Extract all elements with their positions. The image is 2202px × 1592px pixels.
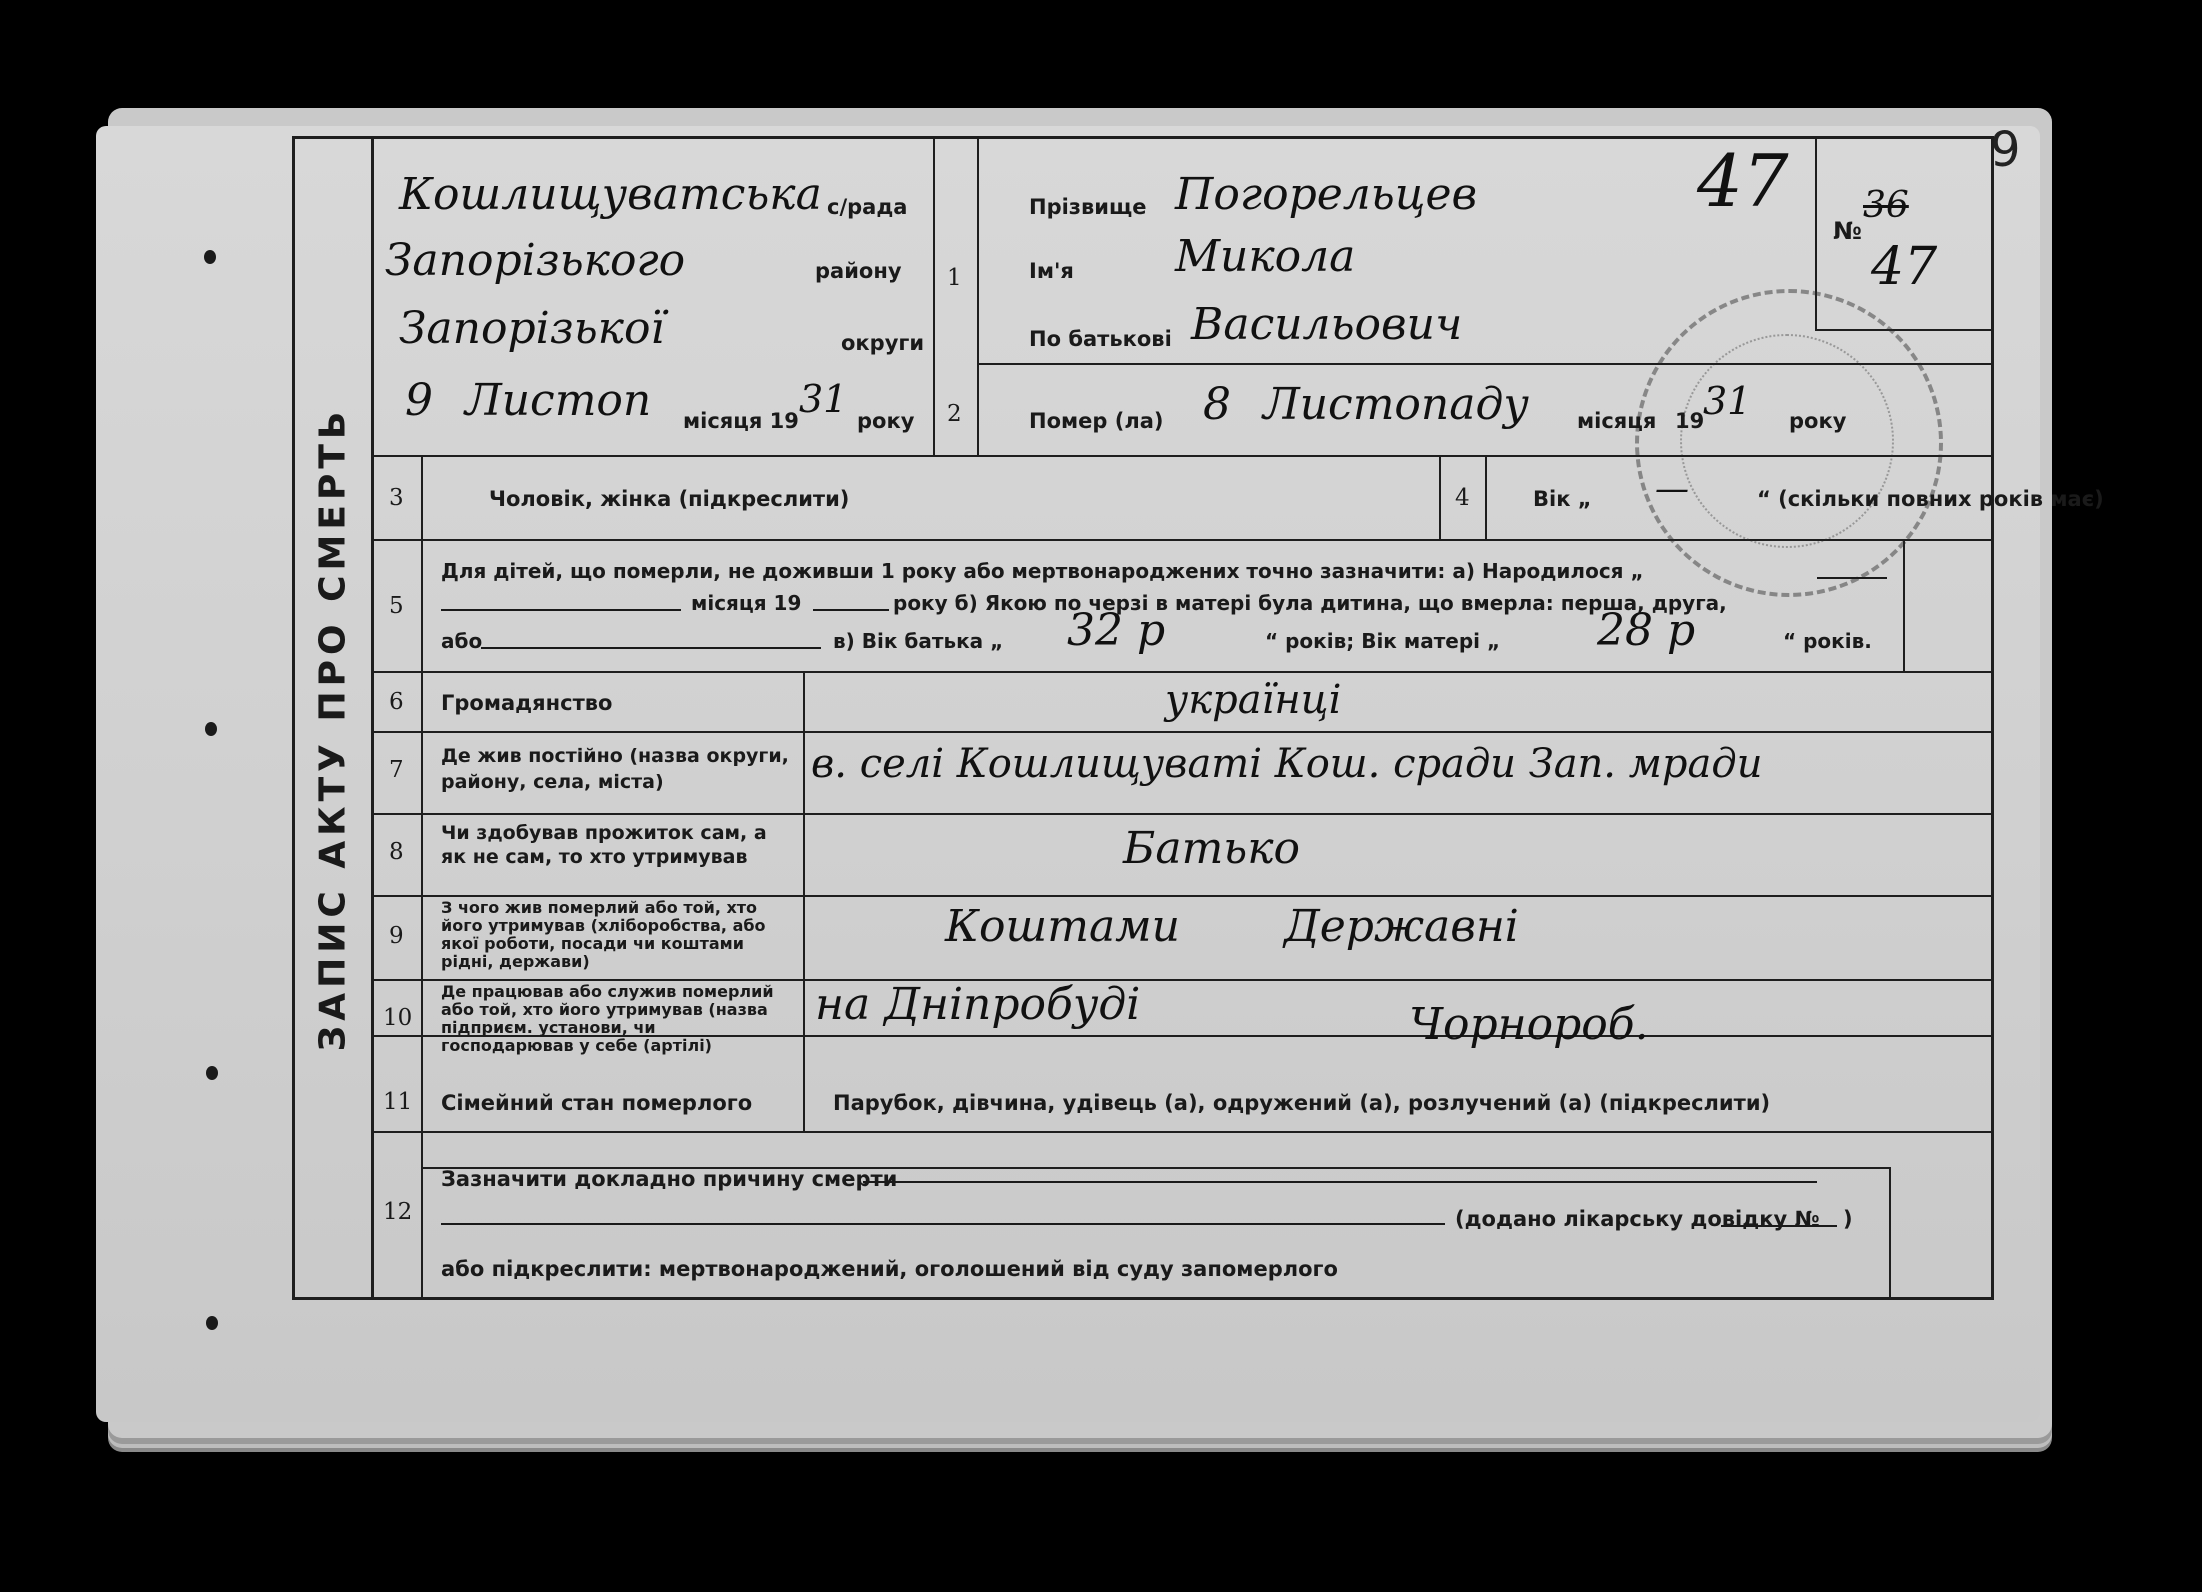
record-number-struck: 36: [1863, 185, 1909, 226]
record-number-handwritten: 47: [1697, 139, 1789, 223]
punch-hole: [204, 250, 216, 264]
grid-line: [1903, 539, 1905, 671]
workplace-handwritten: на Дніпробуді: [815, 979, 1141, 1030]
grid-line: [1485, 455, 1487, 539]
father-age-label: в) Вік батька „: [833, 629, 1004, 653]
grid-line: [371, 1131, 1991, 1133]
age-label: Вік „: [1533, 487, 1592, 511]
marital-status-options: Парубок, дівчина, удівець (а), одружений (а), розлучений (а) (підкреслити): [833, 1091, 1771, 1115]
children-line-2b: року б) Якою по черзі в матері була дитина, що вмерла: перша, друга,: [893, 591, 1727, 615]
row-number: 4: [1455, 485, 1470, 511]
marital-status-label: Сімейний стан померлого: [441, 1091, 753, 1115]
registration-year-label: року: [857, 409, 915, 433]
blank-line: [1817, 577, 1887, 579]
village-council-handwritten: Кошлищуватська: [399, 169, 822, 220]
district-label: району: [815, 259, 902, 283]
grid-line: [1439, 455, 1441, 539]
children-line-1: Для дітей, що померли, не доживши 1 року або мертвонароджених точно зазначити: а) Народилося „: [441, 559, 1644, 583]
registration-month-handwritten: Листоп: [465, 375, 652, 426]
mother-age-suffix: “ років.: [1783, 629, 1872, 653]
row-number: 7: [389, 757, 404, 783]
name-handwritten: Микола: [1175, 231, 1356, 282]
registration-month-label: місяця 19: [683, 409, 799, 433]
district-handwritten: Запорізького: [385, 235, 686, 286]
row-number: 1: [947, 265, 962, 291]
citizenship-handwritten: українці: [1165, 677, 1342, 723]
row-number: 9: [389, 923, 404, 949]
row-number: 10: [383, 1005, 413, 1031]
sidebar: [295, 139, 374, 1297]
grid-line: [1889, 1167, 1891, 1297]
father-age-handwritten: 32 р: [1067, 605, 1166, 656]
okruha-handwritten: Запорізької: [399, 303, 665, 354]
patronymic-label: По батькові: [1029, 327, 1172, 351]
mother-age-label: “ років; Вік матері „: [1265, 629, 1501, 653]
punch-hole: [205, 722, 217, 736]
death-year-handwritten: 31: [1703, 379, 1752, 423]
grid-line: [371, 813, 1991, 815]
death-year-label: року: [1789, 409, 1847, 433]
citizenship-label: Громадянство: [441, 691, 613, 715]
row-number: 12: [383, 1199, 413, 1225]
age-suffix-label: “ (скільки повних років має): [1757, 487, 2104, 511]
village-council-label: с/рада: [827, 195, 908, 219]
blank-line: [481, 647, 821, 649]
surname-handwritten: Погорельцев: [1175, 169, 1478, 220]
workplace-label: Де працював або служив померлий або той, хто його утримував (назва підприєм. установи, чи господарював у себе (артілі): [441, 982, 774, 1055]
death-month-label: місяця: [1577, 409, 1657, 433]
income-source-label: З чого жив померлий або той, хто його утримував (хліборобства, або якої роботи, посади чи коштами рідні, держави): [441, 898, 766, 971]
medical-certificate-close: ): [1843, 1207, 1853, 1231]
blank-line: [441, 1223, 1445, 1225]
registration-day-handwritten: 9: [405, 375, 433, 426]
blank-line: [441, 609, 681, 611]
death-month-handwritten: Листопаду: [1263, 379, 1529, 430]
punch-hole: [206, 1066, 218, 1080]
grid-line: [371, 979, 1991, 981]
livelihood-handwritten: Батько: [1123, 823, 1301, 874]
blank-line: [863, 1181, 1817, 1183]
grid-line: [371, 731, 1991, 733]
residence-handwritten: в. селі Кошлищуваті Кош. сради Зап. мради: [811, 741, 1763, 787]
death-record-form: [292, 136, 2104, 1300]
grid-line: [933, 139, 935, 455]
cause-of-death-label: Зазначити докладно причину смерти: [441, 1167, 898, 1191]
blank-line: [813, 609, 889, 611]
income-source-handwritten: Коштами Державні: [945, 901, 1519, 952]
patronymic-handwritten: Васильович: [1191, 299, 1463, 350]
round-stamp-inner: [1680, 334, 1894, 548]
medical-certificate-label: (додано лікарську довідку №: [1455, 1207, 1820, 1231]
name-label: Ім'я: [1029, 259, 1074, 283]
grid-line: [803, 671, 805, 1131]
registration-year-handwritten: 31: [799, 377, 848, 421]
punch-hole: [206, 1316, 218, 1330]
grid-line: [977, 139, 979, 455]
children-line-3a: або: [441, 629, 483, 653]
surname-label: Прізвище: [1029, 195, 1147, 219]
row-number: 11: [383, 1089, 413, 1115]
livelihood-label: Чи здобував прожиток сам, а як не сам, то хто утримував: [441, 822, 767, 868]
residence-label: Де жив постійно (назва округи, району, села, міста): [441, 745, 789, 793]
blank-line: [1721, 1225, 1837, 1227]
okruha-label: округи: [841, 331, 925, 355]
grid-line: [371, 895, 1991, 897]
occupation-handwritten: Чорнороб.: [1409, 999, 1649, 1050]
record-number-corrected: 47: [1871, 237, 1938, 297]
children-line-2a: місяця 19: [691, 591, 802, 615]
grid-line: [371, 671, 1991, 673]
row-number: 8: [389, 839, 404, 865]
sex-label: Чоловік, жінка (підкреслити): [489, 487, 850, 511]
record-number-label: №: [1833, 217, 1862, 245]
died-label: Помер (ла): [1029, 409, 1164, 433]
row-number: 6: [389, 689, 404, 715]
grid-line: [421, 455, 423, 1297]
corner-page-mark: 9: [1990, 122, 2021, 178]
age-handwritten: —: [1655, 469, 1689, 509]
form-title: ЗАПИС АКТУ ПРО СМЕРТЬ: [312, 406, 354, 1052]
death-day-handwritten: 8: [1203, 379, 1231, 430]
stillborn-label: або підкреслити: мертвонароджений, оголошений від суду запомерлого: [441, 1257, 1338, 1281]
row-number: 2: [947, 401, 962, 427]
death-year-prefix: 19: [1675, 409, 1705, 433]
row-number: 5: [389, 593, 404, 619]
mother-age-handwritten: 28 р: [1597, 605, 1696, 656]
row-number: 3: [389, 485, 404, 511]
